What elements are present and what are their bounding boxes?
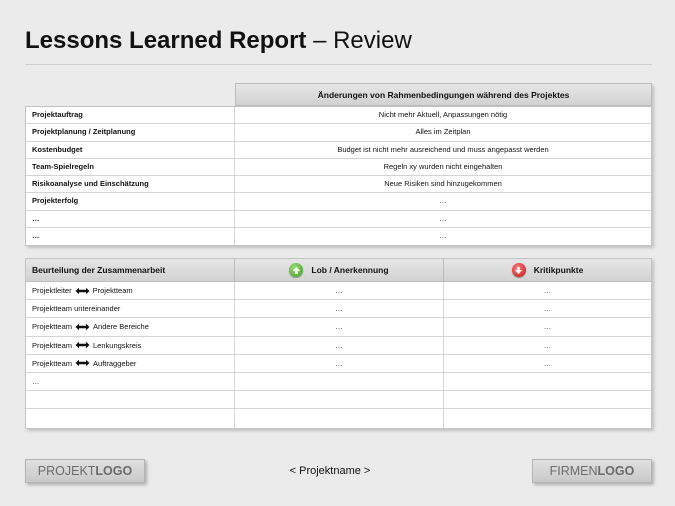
table-row	[26, 142, 651, 159]
table-row	[26, 337, 651, 355]
relation-label	[26, 355, 235, 372]
row-label: …	[26, 228, 235, 245]
row-label: Kostenbudget	[26, 142, 235, 158]
title-divider	[25, 64, 652, 65]
critique-cell: …	[543, 322, 552, 332]
slide-title-rest: – Review	[306, 27, 412, 54]
table-row	[26, 107, 651, 124]
table-row	[26, 282, 651, 300]
praise-cell: …	[235, 300, 444, 317]
row-label: Team-Spielregeln	[26, 159, 235, 175]
arrow-up-icon	[289, 263, 303, 277]
relation-right: Andere Bereiche	[93, 322, 149, 332]
collaboration-table-header	[26, 259, 651, 282]
relation-left: Projektteam	[32, 322, 73, 332]
relation-label	[26, 409, 235, 427]
critique-cell	[444, 391, 651, 408]
critique-cell: …	[543, 340, 552, 350]
praise-cell	[235, 409, 444, 427]
left-right-arrow-icon	[75, 287, 90, 295]
table-row	[26, 176, 651, 193]
relation-right: Auftraggeber	[93, 358, 137, 368]
critique-cell: …	[543, 358, 552, 368]
project-name: < Projektname >	[289, 465, 371, 477]
header-praise	[235, 259, 444, 281]
row-label: Projektauftrag	[26, 107, 235, 123]
project-logo-bold: LOGO	[95, 464, 133, 478]
project-logo-light: PROJEKT	[37, 464, 96, 478]
header-critique-label: Kritikpunkte	[533, 265, 584, 275]
relation-left: Projektteam	[32, 358, 73, 368]
critique-cell	[444, 373, 651, 390]
relation-label	[26, 337, 235, 354]
row-label: Projekterfolg	[26, 193, 235, 209]
table-row	[26, 409, 651, 427]
left-right-arrow-icon	[75, 341, 90, 349]
table-row	[26, 355, 651, 373]
table-row	[26, 159, 651, 176]
table-row	[26, 211, 651, 228]
changes-table-header: Änderungen von Rahmenbedingungen während des Projektes	[235, 83, 652, 106]
row-label: Risikoanalyse und Einschätzung	[26, 176, 235, 192]
row-value: …	[439, 231, 447, 241]
header-critique	[444, 259, 651, 281]
table-row	[26, 318, 651, 336]
relation-left: Projektteam	[32, 340, 73, 350]
table-row	[26, 228, 651, 245]
left-right-arrow-icon	[75, 359, 90, 367]
praise-cell	[235, 373, 444, 390]
collaboration-table	[25, 258, 652, 429]
relation-label	[26, 373, 235, 390]
relation-left: …	[32, 377, 40, 387]
row-value: Regeln xy wurden nicht eingehalten	[383, 161, 503, 171]
table-row	[26, 391, 651, 409]
header-praise-label: Lob / Anerkennung	[311, 265, 389, 275]
row-value: …	[439, 196, 447, 206]
relation-label	[26, 391, 235, 408]
slide-title	[25, 26, 412, 56]
left-right-arrow-icon	[75, 323, 90, 331]
praise-cell: …	[235, 282, 444, 299]
praise-cell: …	[235, 337, 444, 354]
slide-title-bold: Lessons Learned Report	[25, 27, 307, 54]
table-row	[26, 300, 651, 318]
row-label: Projektplanung / Zeitplanung	[26, 124, 235, 140]
row-label: …	[26, 211, 235, 227]
project-logo	[25, 459, 145, 483]
row-value: Neue Risiken sind hinzugekommen	[384, 179, 502, 189]
row-value: Alles im Zeitplan	[415, 127, 471, 137]
praise-cell: …	[235, 318, 444, 335]
praise-cell: …	[235, 355, 444, 372]
critique-cell: …	[543, 304, 552, 314]
row-value: …	[439, 213, 447, 223]
praise-cell	[235, 391, 444, 408]
company-logo	[532, 459, 652, 483]
table-row	[26, 193, 651, 210]
relation-right: Lenkungskreis	[93, 340, 142, 350]
arrow-down-icon	[512, 263, 526, 277]
row-value: Nicht mehr Aktuell, Anpassungen nötig	[378, 110, 508, 119]
relation-right: Projektteam	[92, 286, 133, 296]
relation-left: Projektteam untereinander	[32, 304, 121, 314]
table-row	[26, 373, 651, 391]
company-logo-bold: LOGO	[597, 464, 635, 478]
relation-label	[26, 282, 235, 299]
relation-label	[26, 300, 235, 317]
company-logo-light: FIRMEN	[549, 464, 598, 478]
changes-table-body	[25, 106, 652, 246]
table-row	[26, 124, 651, 141]
row-value: Budget ist nicht mehr ausreichend und muss angepasst werden	[337, 144, 549, 154]
header-assessment: Beurteilung der Zusammenarbeit	[26, 259, 235, 281]
relation-label	[26, 318, 235, 335]
critique-cell: …	[543, 286, 552, 295]
critique-cell	[444, 409, 651, 427]
relation-left: Projektleiter	[32, 286, 72, 296]
